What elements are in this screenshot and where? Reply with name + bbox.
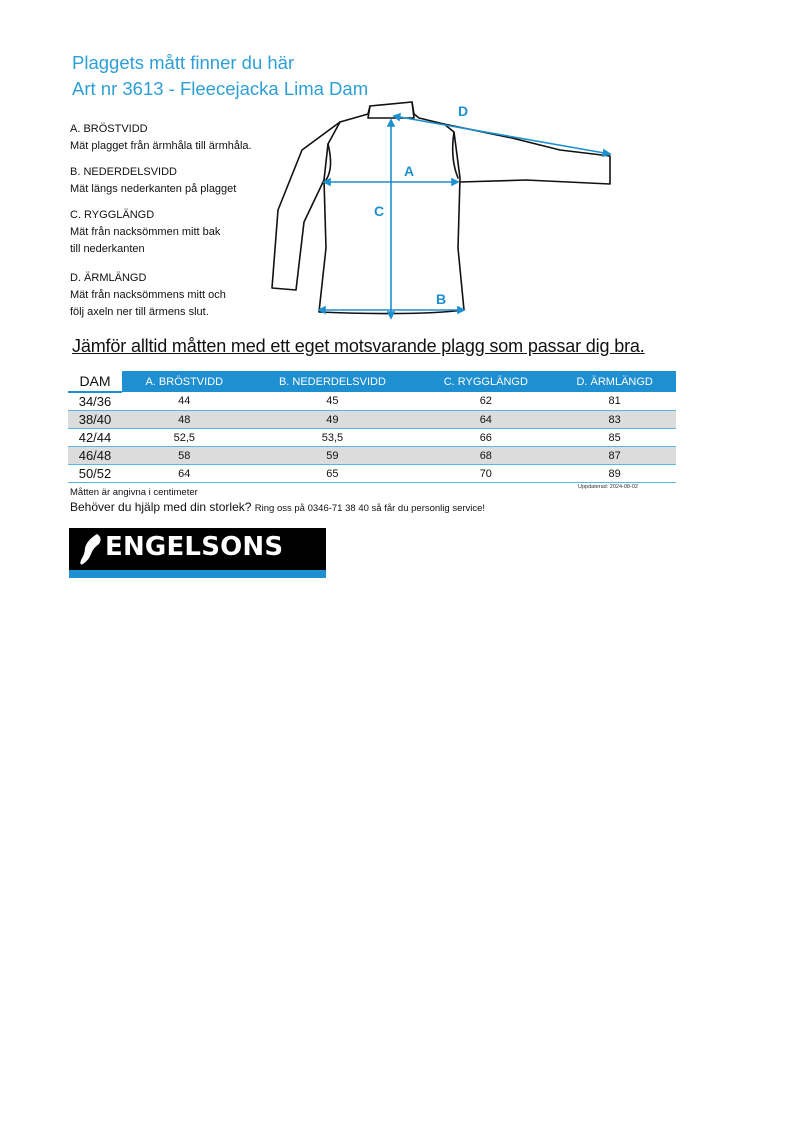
measure-hem [70, 164, 280, 198]
table-row [68, 447, 676, 465]
cell-chest: 44 [122, 392, 247, 411]
table-row [68, 392, 676, 411]
label-a: A [404, 163, 415, 179]
measure-chest [70, 121, 280, 155]
table-row [68, 465, 676, 483]
label-b: B [436, 291, 447, 307]
help-question: Behöver du hjälp med din storlek? [70, 500, 252, 514]
size-table [68, 371, 676, 483]
measure-sleeve-desc-2: följ axeln ner till ärmens slut. [70, 306, 209, 318]
header-back-length: C. RYGGLÄNGD [418, 371, 553, 392]
header-sleeve: D. ÄRMLÄNGD [553, 371, 676, 392]
label-c: C [374, 203, 385, 219]
label-d: D [458, 103, 469, 119]
cell-sleeve: 85 [553, 429, 676, 447]
cell-back-length: 64 [418, 411, 553, 429]
cell-chest: 52,5 [122, 429, 247, 447]
table-row [68, 429, 676, 447]
cell-back-length: 70 [418, 465, 553, 483]
cell-hem: 59 [247, 447, 419, 465]
cell-sleeve: 81 [553, 392, 676, 411]
cell-hem: 53,5 [247, 429, 419, 447]
measure-sleeve-heading: D. ÄRMLÄNGD [70, 272, 147, 284]
measure-back-desc-2: till nederkanten [70, 243, 145, 255]
unit-note: Måtten är angivna i centimeter [70, 487, 198, 498]
cell-hem: 45 [247, 392, 419, 411]
left-sleeve [272, 122, 340, 290]
measure-back-length [70, 207, 280, 258]
logo-bar [69, 570, 326, 578]
measure-hem-desc: Mät längs nederkanten på plagget [70, 183, 237, 195]
cell-back-length: 66 [418, 429, 553, 447]
cell-sleeve: 89 [553, 465, 676, 483]
cell-size: 46/48 [68, 447, 122, 465]
engelsons-logo [69, 528, 326, 578]
measure-sleeve-desc-1: Mät från nacksömmens mitt och [70, 289, 226, 301]
help-line [70, 500, 485, 514]
table-header-row [68, 371, 676, 392]
measure-chest-heading: A. BRÖSTVIDD [70, 123, 148, 135]
cell-sleeve: 87 [553, 447, 676, 465]
jacket-diagram [264, 98, 624, 326]
compare-instruction: Jämför alltid måtten med ett eget motsvarande plagg som passar dig bra. [72, 336, 645, 356]
right-sleeve [444, 124, 610, 184]
measure-hem-heading: B. NEDERDELSVIDD [70, 166, 177, 178]
logo-text: ENGELSONS [105, 532, 284, 562]
cell-back-length: 62 [418, 392, 553, 411]
header-size: DAM [68, 371, 122, 392]
help-contact: Ring oss på 0346-71 38 40 så får du personlig service! [254, 503, 486, 514]
measure-back-desc-1: Mät från nacksömmen mitt bak [70, 226, 221, 238]
cell-chest: 58 [122, 447, 247, 465]
cell-size: 42/44 [68, 429, 122, 447]
page-title: Plaggets mått finner du här [72, 52, 295, 73]
sweden-map-icon [75, 532, 105, 568]
cell-size: 34/36 [68, 392, 122, 411]
header-hem: B. NEDERDELSVIDD [247, 371, 419, 392]
cell-size: 38/40 [68, 411, 122, 429]
cell-back-length: 68 [418, 447, 553, 465]
header-chest: A. BRÖSTVIDD [122, 371, 247, 392]
cell-hem: 65 [247, 465, 419, 483]
updated-date: Uppdaterad: 2024-08-02 [578, 484, 638, 490]
cell-size: 50/52 [68, 465, 122, 483]
measure-chest-desc: Mät plagget från ärmhåla till ärmhåla. [70, 140, 252, 152]
measure-back-heading: C. RYGGLÄNGD [70, 209, 155, 221]
cell-chest: 48 [122, 411, 247, 429]
cell-hem: 49 [247, 411, 419, 429]
product-title: Art nr 3613 - Fleecejacka Lima Dam [72, 78, 369, 99]
cell-chest: 64 [122, 465, 247, 483]
cell-sleeve: 83 [553, 411, 676, 429]
measure-sleeve [70, 270, 280, 321]
table-row [68, 411, 676, 429]
